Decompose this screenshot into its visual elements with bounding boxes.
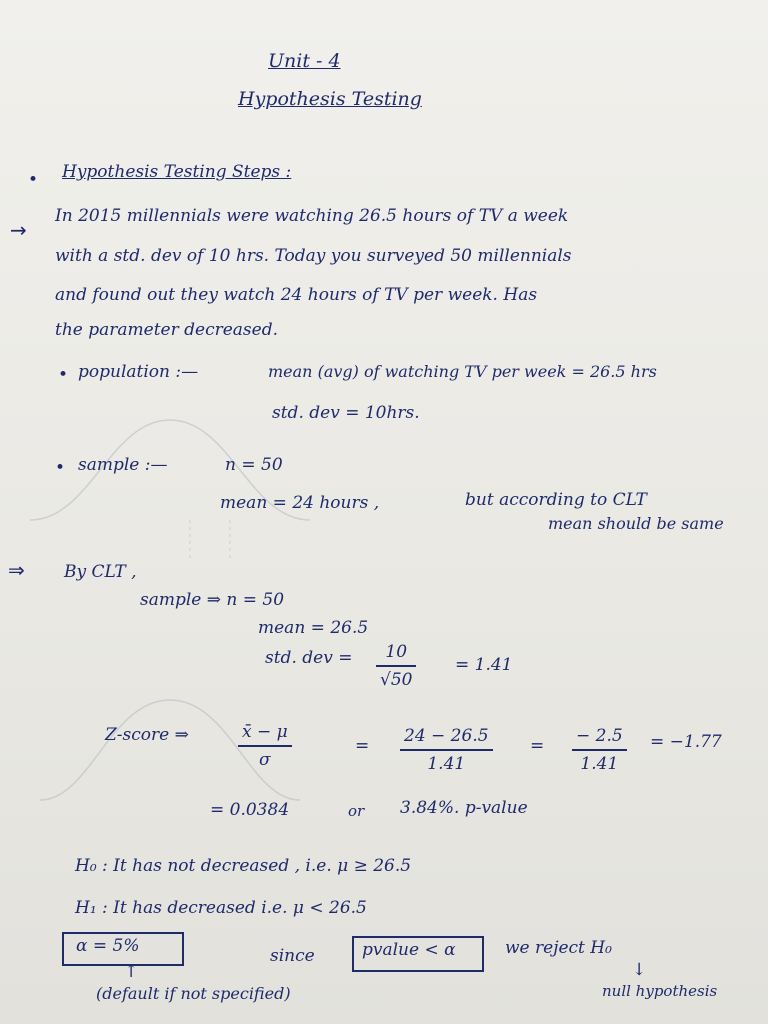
- clt-note-2: mean should be same: [548, 514, 724, 533]
- population-std: std. dev = 10hrs.: [272, 403, 420, 423]
- problem-line-2: with a std. dev of 10 hrs. Today you surveyed 50 millennials: [55, 246, 572, 266]
- down-arrow-icon: ↓: [632, 960, 647, 980]
- null-hypothesis: H₀ : It has not decreased , i.e. μ ≥ 26.5: [75, 856, 412, 876]
- simplified-numerator: − 2.5: [576, 726, 623, 746]
- problem-line-3: and found out they watch 24 hours of TV per week. Has: [55, 285, 538, 305]
- equals-sign: =: [355, 736, 370, 756]
- zscore-result: = −1.77: [650, 732, 722, 752]
- condition-text: pvalue < α: [362, 940, 456, 960]
- population-label: population :—: [78, 362, 199, 382]
- sample-n: n = 50: [225, 455, 283, 475]
- std-fraction: [376, 642, 416, 690]
- fraction-bar: [572, 749, 627, 751]
- or-text: or: [348, 802, 365, 820]
- zscore-simplified: [572, 726, 627, 774]
- default-note: (default if not specified): [96, 984, 291, 1003]
- double-arrow-icon: ⇒: [8, 558, 25, 582]
- clt-std-label: std. dev =: [265, 648, 353, 668]
- bullet: •: [58, 365, 69, 385]
- substitution-denominator: 1.41: [427, 754, 466, 774]
- clt-mean: mean = 26.5: [258, 618, 369, 638]
- bullet: •: [55, 458, 66, 478]
- problem-line-4: the parameter decreased.: [55, 320, 278, 340]
- sample-mean: mean = 24 hours ,: [220, 493, 380, 513]
- bullet: •: [28, 170, 39, 190]
- margin-arrow-icon: →: [10, 218, 27, 242]
- topic-title: Hypothesis Testing: [238, 88, 422, 110]
- clt-sample: sample ⇒ n = 50: [140, 590, 285, 610]
- null-hypothesis-note: null hypothesis: [602, 982, 718, 1000]
- std-numerator: 10: [385, 642, 408, 662]
- std-denominator: √50: [380, 670, 413, 690]
- alternative-hypothesis: H₁ : It has decreased i.e. μ < 26.5: [75, 898, 367, 918]
- unit-title: Unit - 4: [268, 50, 341, 72]
- sample-label: sample :—: [78, 455, 168, 475]
- zscore-label: Z-score ⇒: [105, 725, 189, 745]
- fraction-bar: [400, 749, 493, 751]
- substitution-numerator: 24 − 26.5: [404, 726, 489, 746]
- clt-label: By CLT ,: [64, 562, 137, 582]
- conclusion-text: we reject H₀: [505, 938, 612, 958]
- clt-note-1: but according to CLT: [465, 490, 647, 510]
- steps-heading: Hypothesis Testing Steps :: [62, 162, 292, 182]
- p-value-decimal: = 0.0384: [210, 800, 290, 820]
- equals-sign: =: [530, 736, 545, 756]
- p-value-percent: 3.84%. p-value: [400, 798, 528, 818]
- population-mean: mean (avg) of watching TV per week = 26.5 hrs: [268, 362, 657, 381]
- fraction-bar: [376, 665, 416, 667]
- formula-numerator: x̄ − μ: [242, 722, 288, 742]
- alpha-value: α = 5%: [76, 936, 140, 956]
- formula-denominator: σ: [259, 750, 271, 770]
- fraction-bar: [238, 745, 292, 747]
- simplified-denominator: 1.41: [580, 754, 619, 774]
- std-result: = 1.41: [455, 655, 513, 675]
- zscore-formula: [238, 722, 292, 770]
- problem-line-1: In 2015 millennials were watching 26.5 hours of TV a week: [55, 206, 569, 226]
- up-arrow-icon: ↑: [124, 962, 139, 982]
- since-text: since: [270, 946, 315, 966]
- zscore-substitution: [400, 726, 493, 774]
